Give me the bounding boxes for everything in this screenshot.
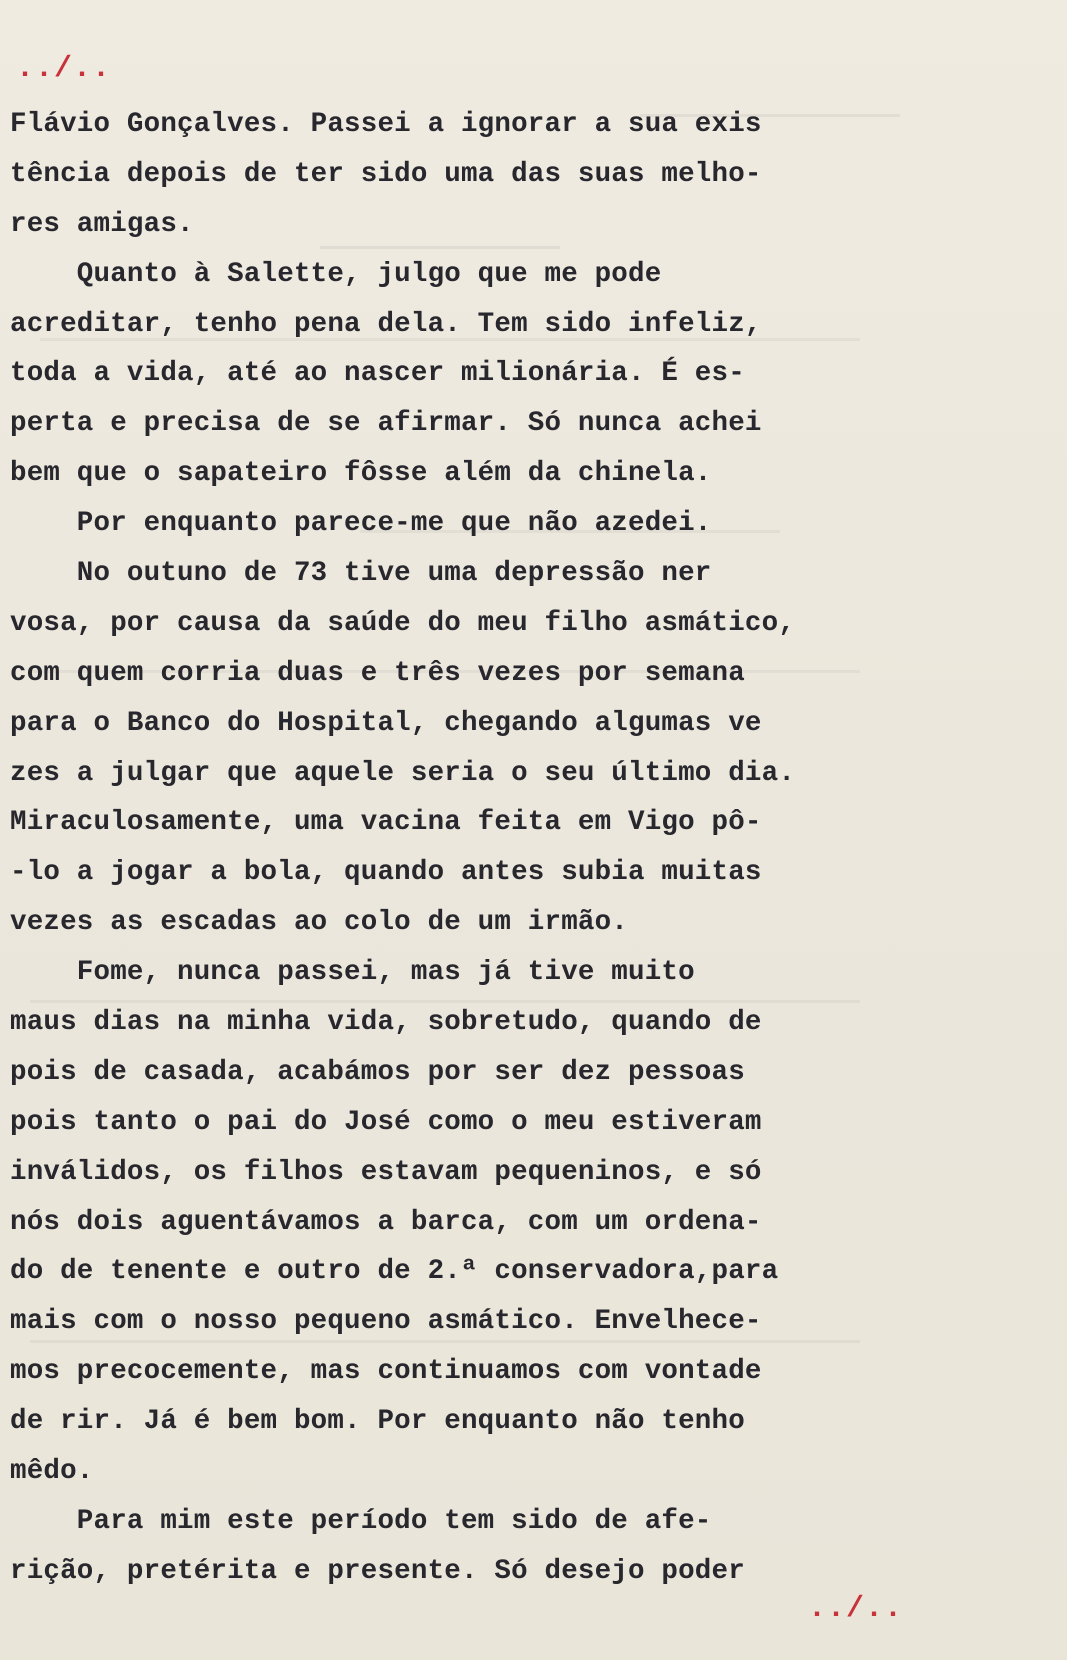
text-line: zes a julgar que aquele seria o seu último dia. — [10, 757, 796, 789]
text-line: inválidos, os filhos estavam pequeninos, e só — [10, 1156, 762, 1188]
text-line: maus dias na minha vida, sobretudo, quando de — [10, 1007, 762, 1039]
text-line: mêdo. — [10, 1456, 94, 1488]
text-line: Miraculosamente, uma vacina feita em Vigo pô- — [10, 807, 762, 839]
text-line: com quem corria duas e três vezes por semana — [10, 657, 745, 689]
text-line: acreditar, tenho pena dela. Tem sido infeliz, — [10, 308, 762, 340]
text-line: nós dois aguentávamos a barca, com um ordena- — [10, 1206, 762, 1238]
text-line: Quanto à Salette, julgo que me pode — [10, 258, 662, 290]
text-line: do de tenente e outro de 2.ª conservadora,para — [10, 1256, 779, 1288]
text-line: pois de casada, acabámos por ser dez pessoas — [10, 1056, 745, 1088]
text-line: vosa, por causa da saúde do meu filho asmático, — [10, 607, 796, 639]
text-line: rição, pretérita e presente. Só desejo poder — [10, 1555, 745, 1587]
text-line: pois tanto o pai do José como o meu estiveram — [10, 1106, 762, 1138]
text-line: toda a vida, até ao nascer milionária. É es- — [10, 358, 745, 390]
text-line: Por enquanto parece-me que não azedei. — [10, 508, 712, 540]
text-line: mais com o nosso pequeno asmático. Envelhece- — [10, 1306, 762, 1338]
text-line: de rir. Já é bem bom. Por enquanto não tenho — [10, 1406, 745, 1438]
text-line: No outuno de 73 tive uma depressão ner — [10, 558, 712, 590]
text-line: vezes as escadas ao colo de um irmão. — [10, 907, 628, 939]
text-line: -lo a jogar a bola, quando antes subia muitas — [10, 857, 762, 889]
continuation-mark-bottom: ../.. — [808, 1592, 904, 1626]
text-line: res amigas. — [10, 208, 194, 240]
text-line: para o Banco do Hospital, chegando algumas ve — [10, 707, 762, 739]
text-line: Fome, nunca passei, mas já tive muito — [10, 957, 695, 989]
text-line: Para mim este período tem sido de afe- — [10, 1505, 712, 1537]
text-line: tência depois de ter sido uma das suas melho- — [10, 158, 762, 190]
continuation-mark-top: ../.. — [16, 52, 112, 86]
text-line: mos precocemente, mas continuamos com vontade — [10, 1356, 762, 1388]
letter-body — [10, 100, 1060, 1597]
text-line: perta e precisa de se afirmar. Só nunca achei — [10, 408, 762, 440]
text-line: bem que o sapateiro fôsse além da chinela. — [10, 458, 712, 490]
text-line: Flávio Gonçalves. Passei a ignorar a sua exis — [10, 109, 762, 140]
